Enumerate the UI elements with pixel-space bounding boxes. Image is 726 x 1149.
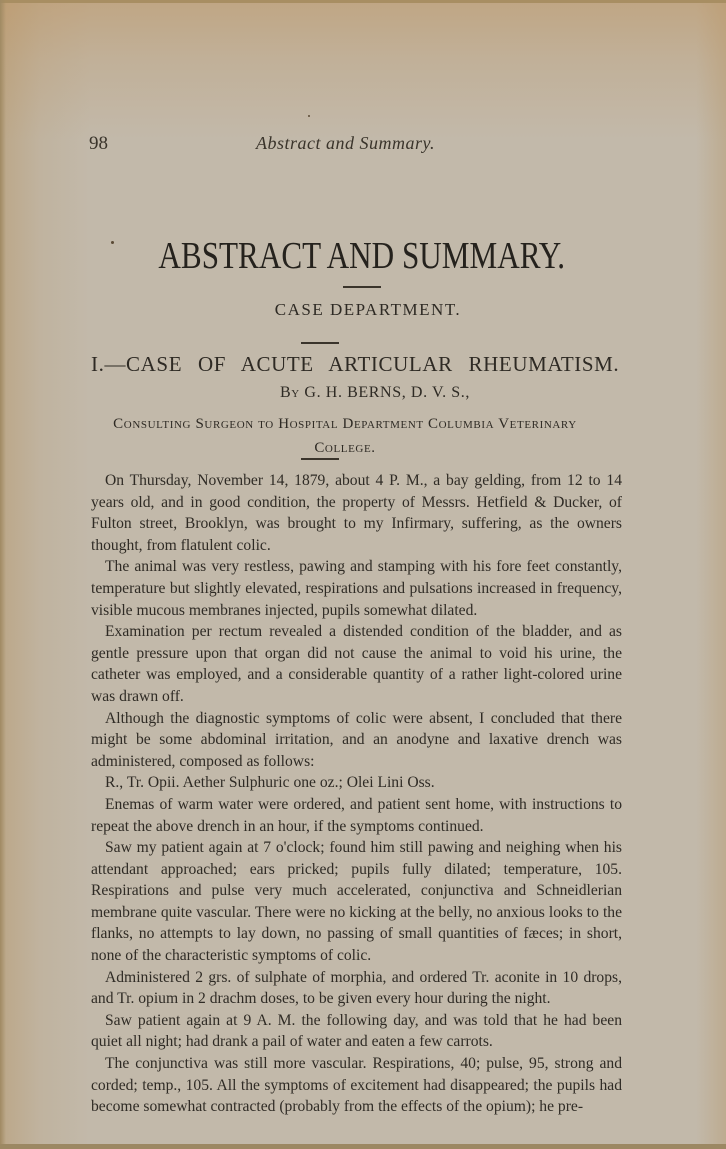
paper-speck	[111, 241, 114, 244]
running-title: Abstract and Summary.	[256, 133, 435, 153]
divider-rule	[301, 458, 339, 460]
page-edge-left	[0, 0, 6, 1149]
page-edge-top	[0, 0, 726, 3]
paragraph: Enemas of warm water were ordered, and patient sent home, with instructions to repeat the above drench in an hour, if the symptoms continued.	[91, 795, 622, 835]
paragraph: The animal was very restless, pawing and stamping with his fore feet constantly, temperature but slightly elevated, respirations and pulsations increased in frequency, visible mucous membranes injected, pupils somewhat dilated.	[91, 558, 622, 619]
paragraph: Examination per rectum revealed a distended condition of the bladder, and as gentle pressure upon that organ did not cause the animal to void his urine, the catheter was employed, and a considerable quantity of a rather light-colored urine was drawn off.	[91, 623, 622, 705]
article-body	[91, 470, 622, 1118]
paragraph: Saw patient again at 9 A. M. the following day, and was told that he had been quiet all night; had drank a pail of water and eaten a few carrots.	[91, 1011, 622, 1051]
main-title: ABSTRACT AND SUMMARY.	[158, 235, 566, 277]
paragraph: The conjunctiva was still more vascular. Respirations, 40; pulse, 95, strong and corded; temp., 105. All the symptoms of excitement had disappeared; the pupils had become somewhat contracted (probably from the effects of the opium); he pre-	[91, 1055, 622, 1116]
page-edge-bottom	[0, 1144, 726, 1149]
paragraph: Although the diagnostic symptoms of colic were absent, I concluded that there might be some abdominal irritation, and an anodyne and laxative drench was administered, composed as follows:	[91, 709, 622, 770]
paragraph: Administered 2 grs. of sulphate of morphia, and ordered Tr. aconite in 10 drops, and Tr. opium in 2 drachm doses, to be given every hour during the night.	[91, 968, 622, 1008]
article-title: I.—CASE OF ACUTE ARTICULAR RHEUMATISM.	[91, 352, 620, 376]
divider-rule	[343, 286, 381, 288]
running-head	[0, 133, 726, 157]
article-affiliation: Consulting Surgeon to Hospital Department Columbia Veterinary College.	[113, 416, 577, 456]
prescription-line: R., Tr. Opii. Aether Sulphuric one oz.; Olei Lini Oss.	[105, 774, 435, 792]
section-title: CASE DEPARTMENT.	[274, 300, 462, 319]
paragraph: Saw my patient again at 7 o'clock; found him still pawing and neighing when his attendant approached; ears pricked; pupils fully dilated; temperature, 105. Respirations and pulse very much accelerated, conjunctiva and Schneidlerian membrane quite vascular. There were no kicking at the belly, no anxious looks to the flanks, no attempts to lay down, no passing of small quantities of fæces; in short, none of the characteristic symptoms of colic.	[91, 839, 622, 965]
article-byline: By G. H. BERNS, D. V. S.,	[280, 384, 470, 401]
page-number: 98	[89, 133, 108, 154]
paper-speck	[308, 115, 310, 117]
divider-rule	[301, 342, 339, 344]
paragraph: On Thursday, November 14, 1879, about 4 P. M., a bay gelding, from 12 to 14 years old, and in good condition, the property of Messrs. Hetfield & Ducker, of Fulton street, Brooklyn, was brought to my Infirmary, suffering, as the owners thought, from flatulent colic.	[91, 472, 622, 554]
